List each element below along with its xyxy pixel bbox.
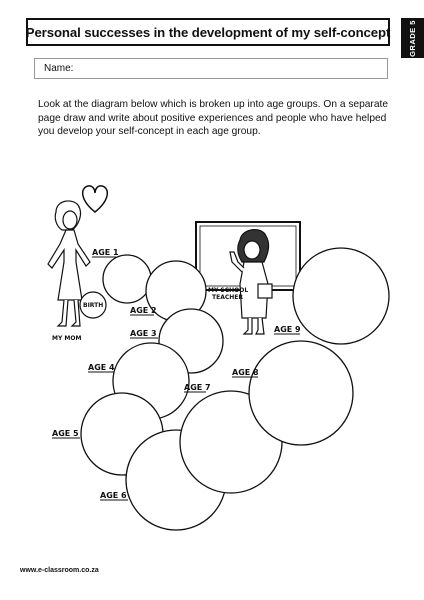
label-age-3: AGE 3 [130,329,157,338]
instructions-text: Look at the diagram below which is broken up into age groups. On a separate page draw and write about positive experiences and people who have helped you develop your self-concept in each age group. [38,99,388,137]
age-9-circle [293,248,389,344]
label-age-7: AGE 7 [184,383,211,392]
label-age-2: AGE 2 [130,306,157,315]
label-age-4: AGE 4 [88,363,115,372]
label-my-mom: MY MOM [52,335,82,342]
name-label: Name: [44,63,74,74]
heart-icon [83,186,108,212]
page-title: Personal successes in the development of my self-concept [25,24,391,40]
age-8-circle [249,341,353,445]
label-age-9: AGE 9 [274,325,301,334]
grade-label: GRADE 5 [408,19,417,57]
label-age-5: AGE 5 [52,429,79,438]
label-teacher-line2: TEACHER [212,294,243,301]
label-birth: BIRTH [83,302,104,309]
label-age-1: AGE 1 [92,248,119,257]
label-age-8: AGE 8 [232,368,259,377]
label-teacher-line1: MY SCHOOL [208,287,249,294]
age-1-circle [103,255,151,303]
footer-website: www.e-classroom.co.za [20,567,99,574]
label-age-6: AGE 6 [100,491,127,500]
